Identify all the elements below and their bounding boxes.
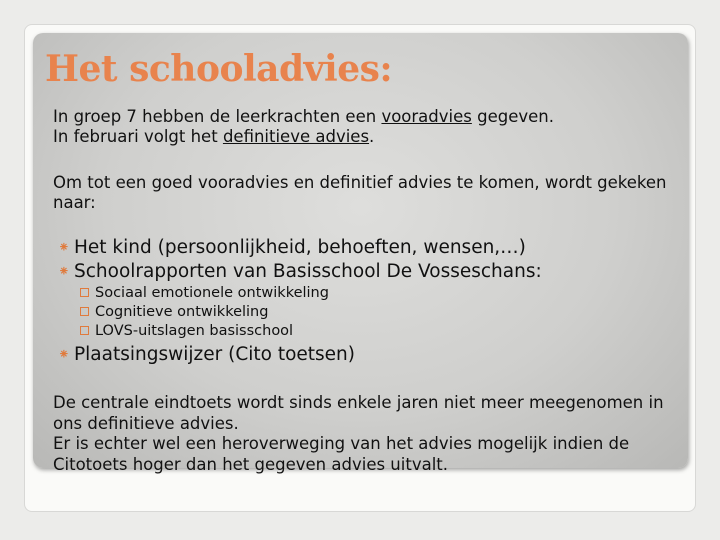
intro-definitief: definitieve advies — [222, 127, 370, 146]
bullet-list-2 — [58, 343, 355, 367]
bullet-item — [58, 343, 355, 367]
bullet-text-kind: Het kind (persoonlijkheid, behoeften, wensen,…) — [74, 237, 526, 258]
bullet-item — [58, 260, 542, 284]
bullet-swirl-icon: ⁕ — [58, 347, 70, 363]
intro-line-1 — [53, 107, 554, 127]
sub-item — [80, 284, 329, 303]
bullet-text-plaatsingswijzer: Plaatsingswijzer (Cito toetsen) — [74, 344, 355, 365]
intro-text — [53, 107, 554, 147]
bullet-list — [58, 236, 542, 284]
sub-item-text: LOVS-uitslagen basisschool — [95, 323, 294, 339]
sub-item-text: Cognitieve ontwikkeling — [95, 304, 269, 320]
intro-line-2-post: . — [369, 127, 375, 146]
checkbox-square-icon — [80, 288, 89, 297]
intro-line-2 — [53, 127, 554, 147]
sub-item — [80, 322, 329, 341]
intro-line-2-pre: In februari volgt het — [53, 127, 223, 146]
bullet-swirl-icon: ⁕ — [58, 240, 70, 256]
sub-item-text: Sociaal emotionele ontwikkeling — [95, 285, 329, 301]
outro-paragraph-1: De centrale eindtoets wordt sinds enkele jaren niet meer meegenomen in ons definitieve advies. — [53, 393, 664, 433]
bullet-text-rapporten: Schoolrapporten van Basisschool De Vosseschans: — [74, 261, 542, 282]
sub-list — [80, 284, 329, 341]
slide-title: Het schooladvies: — [45, 48, 393, 90]
intro-vooradvies: vooradvies — [381, 107, 472, 126]
outro-paragraph-2: Er is echter wel een heroverweging van het advies mogelijk indien de Citotoets hoger dan het gegeven advies uitvalt. — [53, 434, 630, 474]
sub-item — [80, 303, 329, 322]
intro-line-1-post: gegeven. — [471, 107, 554, 126]
checkbox-square-icon — [80, 326, 89, 335]
checkbox-square-icon — [80, 307, 89, 316]
outro-text — [53, 393, 693, 475]
question-text: Om tot een goed vooradvies en definitief advies te komen, wordt gekeken naar: — [53, 173, 667, 212]
bullet-item — [58, 236, 542, 260]
bullet-swirl-icon: ⁕ — [58, 264, 70, 280]
intro-line-1-pre: In groep 7 hebben de leerkrachten een — [53, 107, 382, 126]
